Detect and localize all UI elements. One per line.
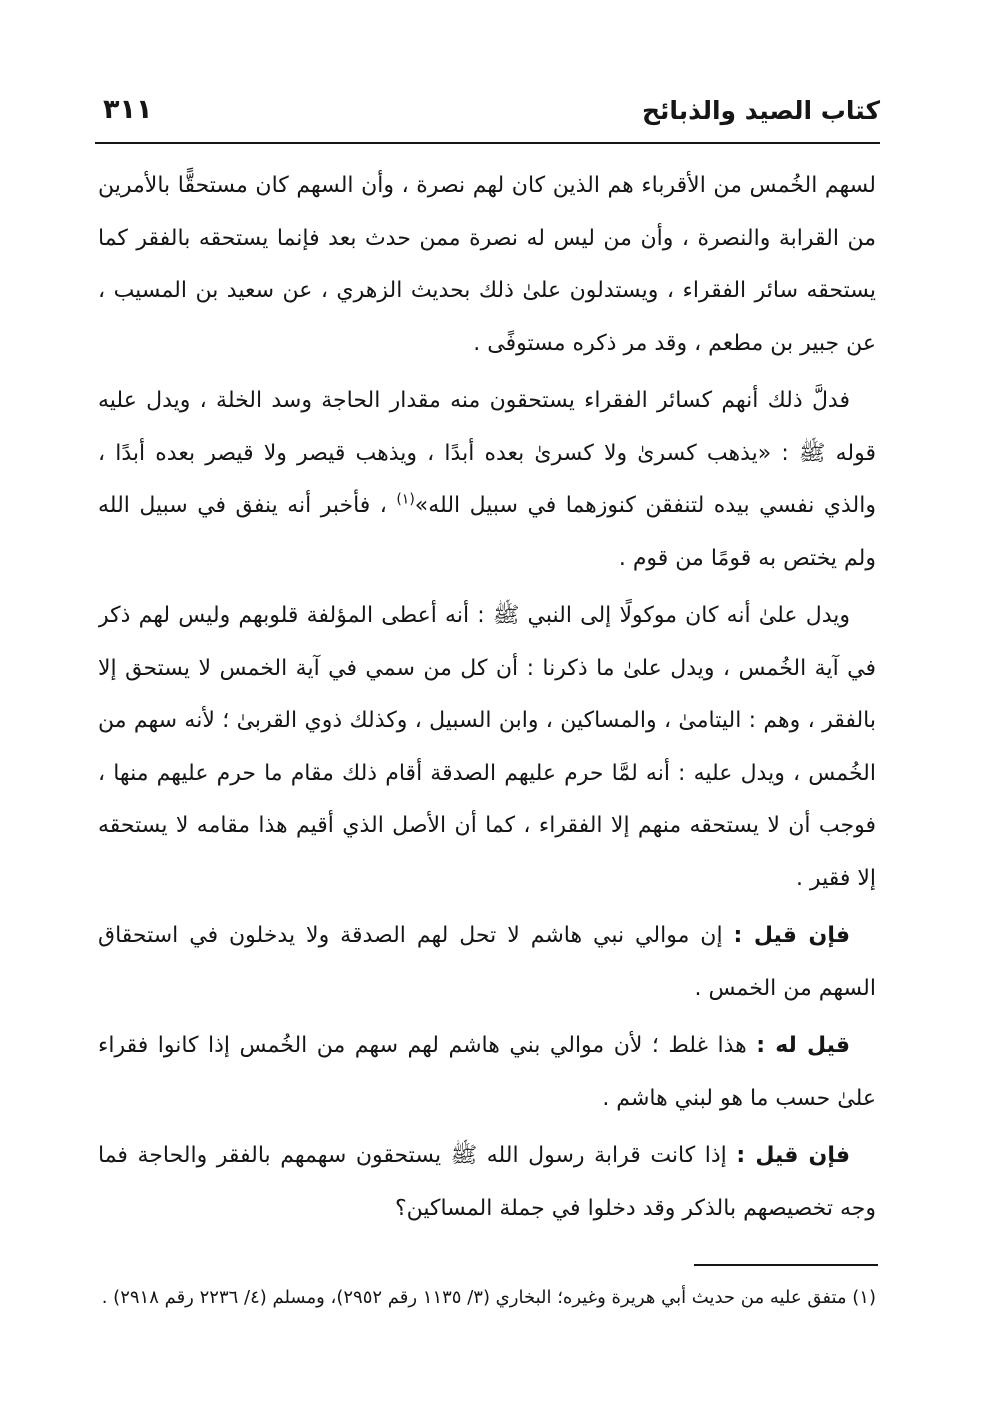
paragraph-text: فدلَّ ذلك أنهم كسائر الفقراء يستحقون منه مقدار الحاجة وسد الخلة ، ويدل عليه قوله ﷺ : «يذهب كسرىٰ ولا كسرىٰ بعده أبدًا ، ويذهب قيصر ولا قيصر بعده أبدًا ، والذي نفسي بيده لتنفقن كنوزهما في سبيل الله» [98, 388, 876, 518]
paragraph-text: ويدل علىٰ أنه كان موكولًا إلى النبي ﷺ : أنه أعطى المؤلفة قلوبهم وليس لهم ذكر في آية الخُمس ، ويدل علىٰ ما ذكرنا : أن كل من سمي في آية الخمس لا يستحق إلا بالفقر ، وهم : اليتامىٰ ، والمساكين ، وابن السبيل ، وكذلك ذوي القربىٰ ؛ لأنه سهم من الخُمس ، ويدل عليه : أنه لمَّا حرم عليهم الصدقة أقام ذلك مقام ما حرم عليهم منها ، فوجب أن لا يستحقه منهم إلا الفقراء ، كما أن الأصل الذي أقيم هذا مقامه لا يستحقه إلا فقير . [98, 603, 876, 891]
main-text [98, 160, 876, 1245]
footnote-separator [694, 1264, 878, 1266]
paragraph [98, 1020, 876, 1125]
paragraph [98, 1130, 876, 1235]
paragraph [98, 590, 876, 905]
bold-lead: فإن قيل : [733, 923, 850, 948]
paragraph [98, 160, 876, 370]
page-number: ٣١١ [103, 94, 153, 125]
bold-lead: فإن قيل : [736, 1143, 850, 1168]
paragraph [98, 910, 876, 1015]
header-rule [95, 142, 880, 144]
paragraph-text: إذا كانت قرابة رسول الله ﷺ يستحقون سهمهم بالفقر والحاجة فما وجه تخصيصهم بالذكر وقد دخلوا في جملة المساكين؟ [98, 1143, 876, 1221]
bold-lead: قيل له : [756, 1033, 850, 1058]
chapter-title: كتاب الصيد والذبائح [641, 96, 880, 125]
paragraph-text: لسهم الخُمس من الأقرباء هم الذين كان لهم نصرة ، وأن السهم كان مستحقًّا بالأمرين من القرابة والنصرة ، وأن من ليس له نصرة ممن حدث بعد فإنما يستحقه بالفقر كما يستحقه سائر الفقراء ، ويستدلون علىٰ ذلك بحديث الزهري ، عن سعيد بن المسيب ، عن جبير بن مطعم ، وقد مر ذكره مستوفًى . [98, 173, 876, 356]
footnote: (١) متفق عليه من حديث أبي هريرة وغيره؛ البخاري (٣/ ١١٣٥ رقم ٢٩٥٢)، ومسلم (٤/ ٢٢٣٦ رقم ٢٩١٨) . [101, 1287, 876, 1308]
paragraph-text: إن موالي نبي هاشم لا تحل لهم الصدقة ولا يدخلون في استحقاق السهم من الخمس . [98, 923, 876, 1001]
paragraph [98, 375, 876, 585]
paragraph-text: ، فأخبر أنه ينفق في سبيل الله ولم يختص به قومًا من قوم . [98, 493, 876, 571]
footnote-ref: (١) [396, 491, 415, 508]
paragraph-text: هذا غلط ؛ لأن موالي بني هاشم لهم سهم من الخُمس إذا كانوا فقراء علىٰ حسب ما هو لبني هاشم . [98, 1033, 876, 1111]
running-header [95, 92, 880, 136]
